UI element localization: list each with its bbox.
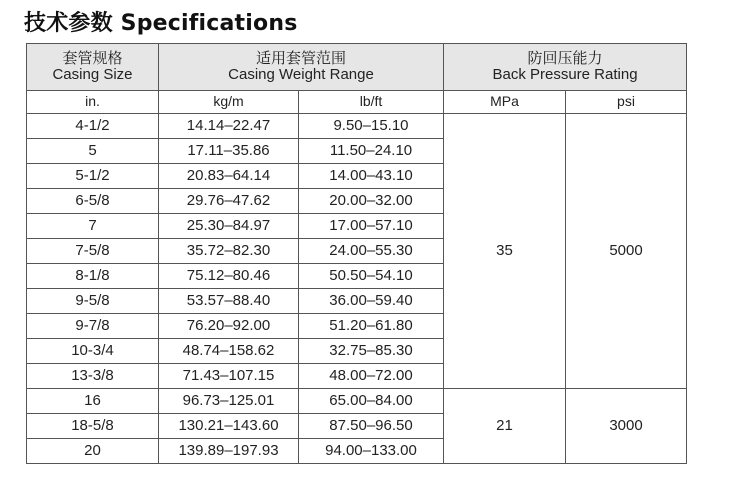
casing-size-cell: 16 <box>27 389 159 414</box>
casing-size-cell: 7 <box>27 214 159 239</box>
lbft-cell: 24.00–55.30 <box>299 239 444 264</box>
mpa-cell: 21 <box>444 389 566 464</box>
kgm-cell: 29.76–47.62 <box>159 189 299 214</box>
lbft-cell: 94.00–133.00 <box>299 439 444 464</box>
lbft-cell: 65.00–84.00 <box>299 389 444 414</box>
unit-in: in. <box>27 91 159 114</box>
kgm-cell: 25.30–84.97 <box>159 214 299 239</box>
psi-cell: 3000 <box>566 389 687 464</box>
unit-mpa: MPa <box>444 91 566 114</box>
kgm-cell: 96.73–125.01 <box>159 389 299 414</box>
psi-cell: 5000 <box>566 114 687 389</box>
casing-size-header: 套管规格 Casing Size <box>27 44 159 91</box>
units-row <box>27 91 687 114</box>
casing-size-cell: 9-5/8 <box>27 289 159 314</box>
back-pressure-rating-header: 防回压能力 Back Pressure Rating <box>444 44 687 91</box>
unit-kgm: kg/m <box>159 91 299 114</box>
lbft-cell: 87.50–96.50 <box>299 414 444 439</box>
specifications-table <box>26 43 687 464</box>
casing-size-cell: 10-3/4 <box>27 339 159 364</box>
kgm-cell: 48.74–158.62 <box>159 339 299 364</box>
kgm-cell: 139.89–197.93 <box>159 439 299 464</box>
casing-size-cell: 7-5/8 <box>27 239 159 264</box>
kgm-cell: 130.21–143.60 <box>159 414 299 439</box>
lbft-cell: 36.00–59.40 <box>299 289 444 314</box>
lbft-cell: 14.00–43.10 <box>299 164 444 189</box>
casing-size-cell: 20 <box>27 439 159 464</box>
casing-size-cell: 5 <box>27 139 159 164</box>
casing-size-cell: 13-3/8 <box>27 364 159 389</box>
kgm-cell: 76.20–92.00 <box>159 314 299 339</box>
kgm-cell: 75.12–80.46 <box>159 264 299 289</box>
lbft-cell: 32.75–85.30 <box>299 339 444 364</box>
lbft-cell: 9.50–15.10 <box>299 114 444 139</box>
casing-weight-range-header: 适用套管范围 Casing Weight Range <box>159 44 444 91</box>
table-row <box>27 114 687 139</box>
table-row <box>27 389 687 414</box>
lbft-cell: 51.20–61.80 <box>299 314 444 339</box>
kgm-cell: 53.57–88.40 <box>159 289 299 314</box>
kgm-cell: 20.83–64.14 <box>159 164 299 189</box>
lbft-cell: 20.00–32.00 <box>299 189 444 214</box>
lbft-cell: 48.00–72.00 <box>299 364 444 389</box>
lbft-cell: 11.50–24.10 <box>299 139 444 164</box>
kgm-cell: 14.14–22.47 <box>159 114 299 139</box>
casing-size-cell: 6-5/8 <box>27 189 159 214</box>
unit-psi: psi <box>566 91 687 114</box>
casing-size-cell: 18-5/8 <box>27 414 159 439</box>
casing-size-cell: 9-7/8 <box>27 314 159 339</box>
mpa-cell: 35 <box>444 114 566 389</box>
header-row <box>27 44 687 91</box>
kgm-cell: 17.11–35.86 <box>159 139 299 164</box>
unit-lbft: lb/ft <box>299 91 444 114</box>
kgm-cell: 71.43–107.15 <box>159 364 299 389</box>
casing-size-cell: 4-1/2 <box>27 114 159 139</box>
casing-size-cell: 5-1/2 <box>27 164 159 189</box>
lbft-cell: 50.50–54.10 <box>299 264 444 289</box>
kgm-cell: 35.72–82.30 <box>159 239 299 264</box>
lbft-cell: 17.00–57.10 <box>299 214 444 239</box>
page-title: 技术参数 Specifications <box>24 11 298 36</box>
casing-size-cell: 8-1/8 <box>27 264 159 289</box>
